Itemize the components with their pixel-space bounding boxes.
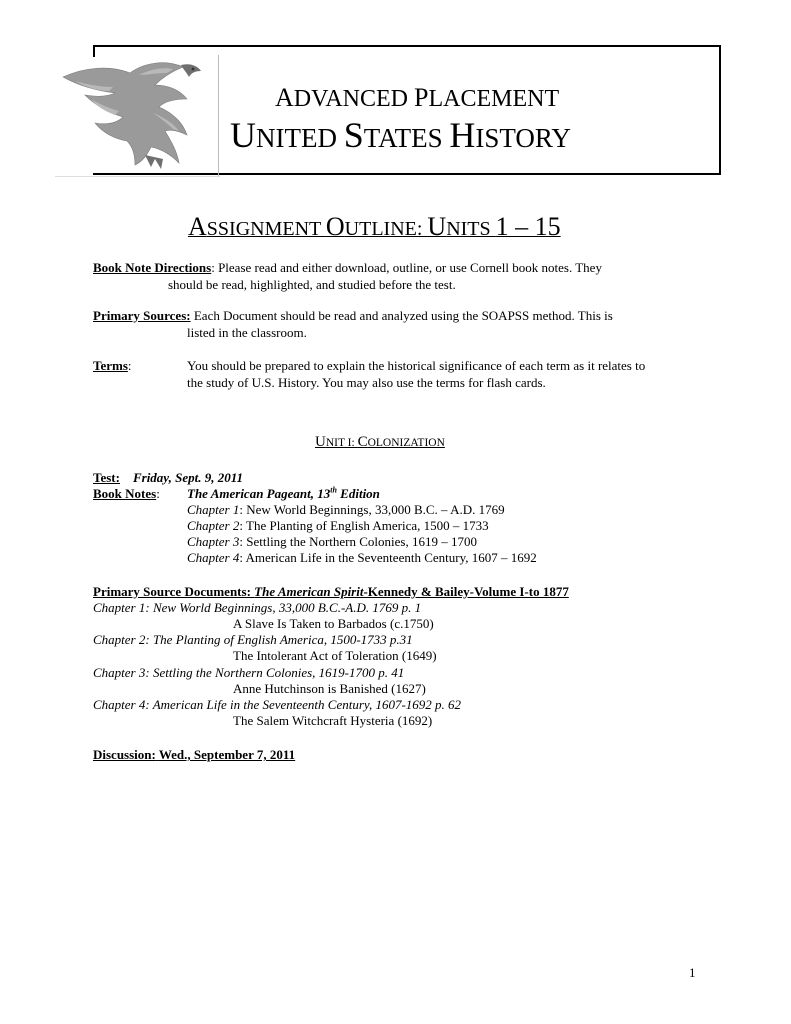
primary-sources-label: Primary Sources: <box>93 308 191 323</box>
eagle-logo <box>55 55 220 175</box>
header-title: UNITED STATES HISTORY <box>230 115 571 155</box>
document-chapter: Chapter 3: Settling the Northern Colonies, 1619-1700 p. 41 <box>93 665 405 680</box>
discussion-date: Wed., September 7, 2011 <box>158 747 296 762</box>
primary-source-documents-heading: Primary Source Documents: The American Spirit-Kennedy & Bailey-Volume I-to 1877 <box>93 584 569 599</box>
book-note-directions-cont: should be read, highlighted, and studied before the test. <box>168 277 456 292</box>
header-subtitle: ADVANCED PLACEMENT <box>275 83 560 112</box>
book-note-directions: Book Note Directions: Please read and either download, outline, or use Cornell book notes. They <box>93 260 602 275</box>
terms-text-cont: the study of U.S. History. You may also use the terms for flash cards. <box>187 375 546 390</box>
primary-sources-directions: Primary Sources: Each Document should be read and analyzed using the SOAPSS method. This is <box>93 308 613 323</box>
document-title: Anne Hutchinson is Banished (1627) <box>233 681 426 696</box>
header-divider-bottom <box>55 176 220 177</box>
chapter-item: Chapter 1: New World Beginnings, 33,000 B.C. – A.D. 1769 <box>187 502 505 517</box>
unit-title: UNIT I: COLONIZATION <box>315 434 445 450</box>
book-note-directions-label: Book Note Directions <box>93 260 212 275</box>
chapter-item: Chapter 4: American Life in the Seventeenth Century, 1607 – 1692 <box>187 550 537 565</box>
test-date: Friday, Sept. 9, 2011 <box>132 470 243 485</box>
chapter-item: Chapter 2: The Planting of English America, 1500 – 1733 <box>187 518 489 533</box>
assignment-title: ASSIGNMENT OUTLINE: UNITS 1 – 15 <box>188 212 561 241</box>
page-number: 1 <box>689 965 696 980</box>
book-notes-label: Book Notes: <box>93 486 160 501</box>
discussion-label: Discussion: <box>93 747 156 762</box>
terms-text: You should be prepared to explain the historical significance of each term as it relates to <box>187 358 646 373</box>
discussion-line <box>93 746 295 763</box>
chapter-item: Chapter 3: Settling the Northern Colonies, 1619 – 1700 <box>187 534 477 549</box>
document-title: The Salem Witchcraft Hysteria (1692) <box>233 713 433 728</box>
document-title: A Slave Is Taken to Barbados (c.1750) <box>233 616 434 631</box>
document-chapter: Chapter 4: American Life in the Seventeenth Century, 1607-1692 p. 62 <box>93 697 462 712</box>
book-title: The American Pageant, 13th Edition <box>187 485 380 501</box>
document-chapter: Chapter 1: New World Beginnings, 33,000 B.C.-A.D. 1769 p. 1 <box>93 600 422 615</box>
document-title: The Intolerant Act of Toleration (1649) <box>233 648 437 663</box>
document-chapter: Chapter 2: The Planting of English America, 1500-1733 p.31 <box>93 632 413 647</box>
primary-sources-cont: listed in the classroom. <box>187 325 307 340</box>
terms-label: Terms: <box>93 358 132 373</box>
test-line: Test: Friday, Sept. 9, 2011 <box>93 470 243 485</box>
